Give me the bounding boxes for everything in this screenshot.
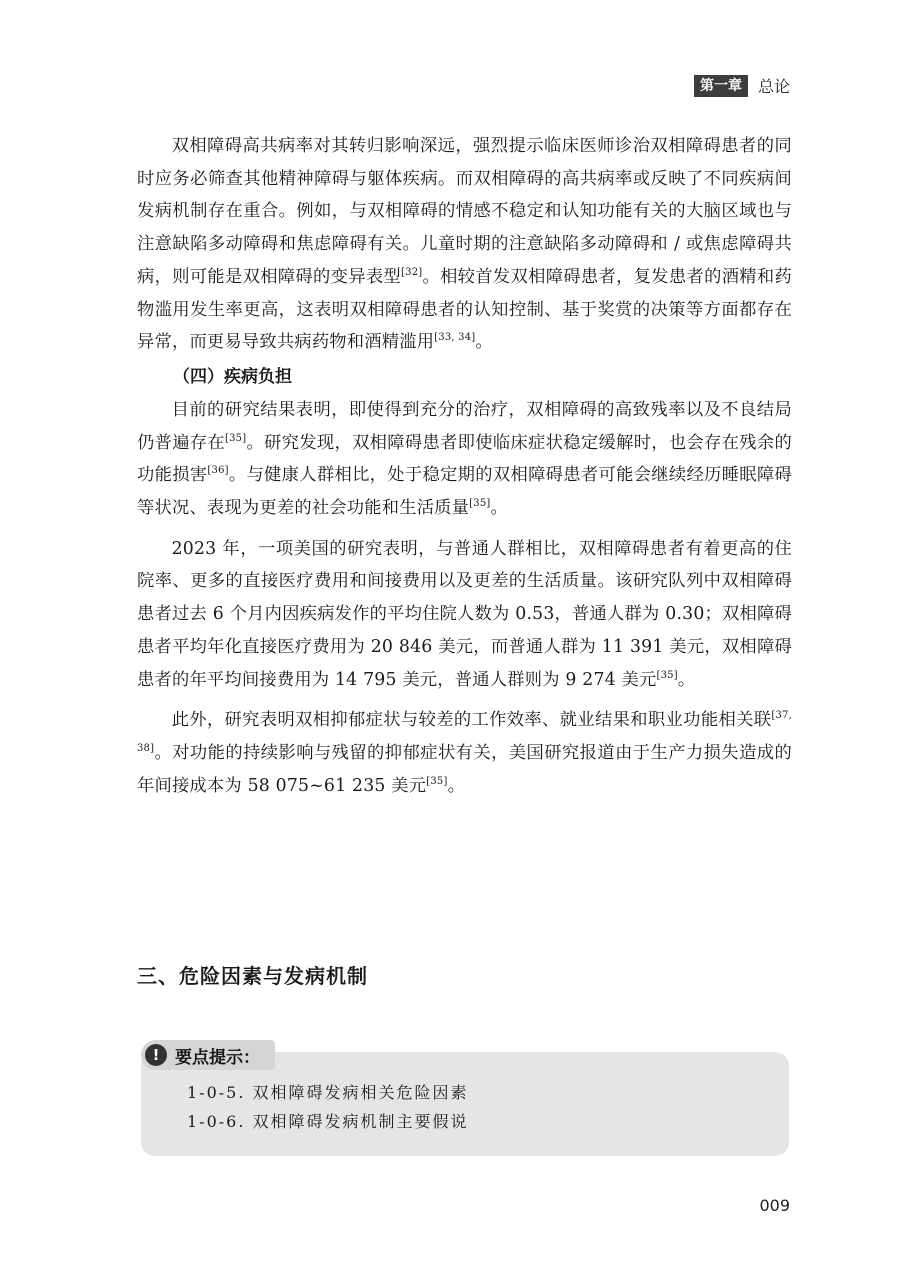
citation: [32] xyxy=(401,267,423,279)
paragraph-us-study: 2023 年，一项美国的研究表明，与普通人群相比，双相障碍患者有着更高的住院率、更多的直接医疗费用和间接费用以及更差的生活质量。该研究队列中双相障碍患者过去 6 个月内因疾病发作的平均住院人数为 0.53，普通人群为 0.30；双相障碍患者平均年化直接医疗费用为 20 846 美元，而普通人群为 11 391 美元，双相障碍患者的年平均间接费用为 14 795 美元，普通人群则为 9 274 美元[35]。 xyxy=(137,538,792,690)
chapter-title: 总论 xyxy=(757,77,790,96)
keypoints-list xyxy=(187,1078,469,1136)
citation: [35] xyxy=(469,498,491,510)
keypoint-item: 1-0-6. 双相障碍发病机制主要假说 xyxy=(187,1112,469,1131)
running-header xyxy=(694,74,790,97)
page-number: 009 xyxy=(759,1196,790,1215)
paragraph-comorbidity: 双相障碍高共病率对其转归影响深远，强烈提示临床医师诊治双相障碍患者的同时应务必筛查其他精神障碍与躯体疾病。而双相障碍的高共病率或反映了不同疾病间发病机制存在重合。例如，与双相障碍的情感不稳定和认知功能有关的大脑区域也与注意缺陷多动障碍和焦虑障碍有关。儿童时期的注意缺陷多动障碍和 / 或焦虑障碍共病，则可能是双相障碍的变异表型[32]。相较首发双相障碍患者，复发患者的酒精和药物滥用发生率更高，这表明双相障碍患者的认知控制、基于奖赏的决策等方面都存在异常，而更易导致共病药物和酒精滥用[33, 34]。 xyxy=(137,136,792,353)
citation: [37, 38] xyxy=(137,710,792,755)
citation: [35] xyxy=(656,669,678,681)
keypoints-title: 要点提示： xyxy=(175,1047,260,1068)
citation: [35] xyxy=(426,775,448,787)
keypoints-label xyxy=(141,1040,275,1070)
keypoint-item: 1-0-5. 双相障碍发病相关危险因素 xyxy=(187,1083,469,1102)
paragraph-disability: 目前的研究结果表明，即使得到充分的治疗，双相障碍的高致残率以及不良结局仍普遍存在[35]。研究发现，双相障碍患者即使临床症状稳定缓解时，也会存在残余的功能损害[36]。与健康人群相比，处于稳定期的双相障碍患者可能会继续经历睡眠障碍等状况、表现为更差的社会功能和生活质量[35]。 xyxy=(137,399,792,519)
section-heading: 三、危险因素与发病机制 xyxy=(137,964,368,988)
citation: [35] xyxy=(225,432,247,444)
subheading-disease-burden: （四）疾病负担 xyxy=(173,366,292,387)
citation: [33, 34] xyxy=(434,332,476,344)
chapter-tag: 第一章 xyxy=(694,75,748,97)
citation: [36] xyxy=(207,465,229,477)
exclamation-icon: ! xyxy=(145,1044,167,1066)
paragraph-work-function: 此外，研究表明双相抑郁症状与较差的工作效率、就业结果和职业功能相关联[37, 38]。对功能的持续影响与残留的抑郁症状有关，美国研究报道由于生产力损失造成的年间接成本为 58 075~61 235 美元[35]。 xyxy=(137,710,792,796)
body-text xyxy=(137,130,792,802)
